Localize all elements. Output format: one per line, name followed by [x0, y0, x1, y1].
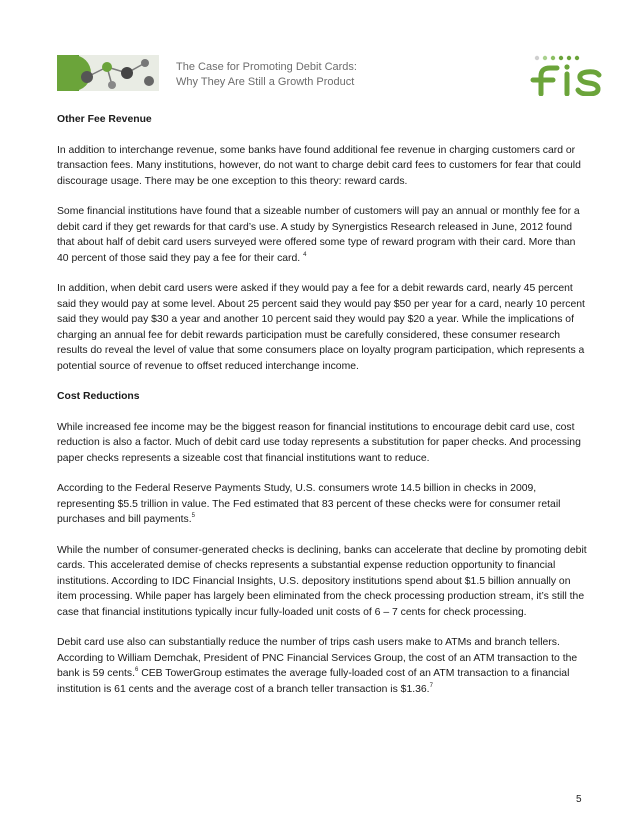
paragraph [57, 635, 587, 697]
paragraph [57, 143, 587, 190]
document-title-line-1: The Case for Promoting Debit Cards: [176, 61, 357, 73]
paragraph [57, 204, 587, 266]
section-heading: Cost Reductions [57, 391, 140, 402]
page-header [0, 0, 638, 100]
footnote-marker: 7 [429, 682, 433, 689]
footnote-marker: 4 [303, 251, 307, 258]
network-graphic-logo [57, 55, 159, 91]
paragraph-text: According to the Federal Reserve Payments Study, U.S. consumers wrote 14.5 billion in checks in 2009, representing $5.5 trillion in value. The Fed estimated that 83 percent of these checks were for consumer retail purchases and bill payments. [57, 483, 561, 525]
document-title-line-2: Why They Are Still a Growth Product [176, 76, 355, 88]
fis-logo [519, 54, 605, 96]
paragraph [57, 543, 587, 621]
paragraph-text: Debit card use also can substantially reduce the number of trips cash users make to ATMs and branch tellers. According to William Demchak, President of PNC Financial Services Group, the cost of an ATM transaction to the bank is 59 cents. [57, 637, 578, 679]
paragraph [57, 281, 587, 374]
document-title [176, 60, 357, 90]
footnote-marker: 6 [134, 667, 139, 673]
document-body [57, 112, 587, 712]
paragraph-text: CEB TowerGroup estimates the average fully-loaded cost of an ATM transaction to a financial institution is 61 cents and the average cost of a branch teller transaction is $1.36. [57, 668, 570, 695]
paragraph [57, 481, 587, 528]
page-number: 5 [576, 794, 582, 805]
paragraph-text: While the number of consumer-generated checks is declining, banks can accelerate that decline by promoting debit cards. This accelerated demise of checks represents a substantial expense reduction opportunity to financial institutions. According to IDC Financial Insights, U.S. depository institutions spend about $1.5 billion annually on item processing. While paper has largely been eliminated from the check processing production stream, it’s still the case that financial institutions typically incur fully-loaded unit costs of 6 – 7 cents for check processing. [57, 544, 587, 618]
paragraph [57, 420, 587, 467]
paragraph-text: Some financial institutions have found that a sizeable number of customers will pay an annual or monthly fee for a debit card if they get rewards for that card’s use. A study by Synergistics Research released in June, 2012 found that about half of debit card users surveyed were offered some type of reward program with their card. More than 40 percent of those said they pay a fee for their card. [57, 206, 580, 264]
paragraph-text: In addition, when debit card users were asked if they would pay a fee for a debit rewards card, nearly 45 percent said they would pay at some level. About 25 percent said they would pay $50 per year for a card, nearly 10 percent said they would pay $30 a year and another 10 percent said they would pay $20 a year. While the implications of charging an annual fee for debit rewards participation must be carefully considered, these consumer research results do reveal the level of value that some consumers place on loyalty program participation, which represents a potential source of revenue to offset reduced interchange income. [57, 283, 585, 372]
footnote-marker: 5 [191, 513, 195, 519]
section-heading: Other Fee Revenue [57, 114, 152, 125]
paragraph-text: While increased fee income may be the biggest reason for financial institutions to encourage debit card use, cost reduction is also a factor. Much of debit card use today represents a substitution for paper checks. And processing paper checks represents a sizeable cost that financial institutions want to reduce. [57, 421, 581, 464]
paragraph-text: In addition to interchange revenue, some banks have found additional fee revenue in charging customers card or transaction fees. Many institutions, however, do not want to charge debit card fees to customers for fear that could discourage usage. There may be one exception to this theory: reward cards. [57, 144, 581, 187]
